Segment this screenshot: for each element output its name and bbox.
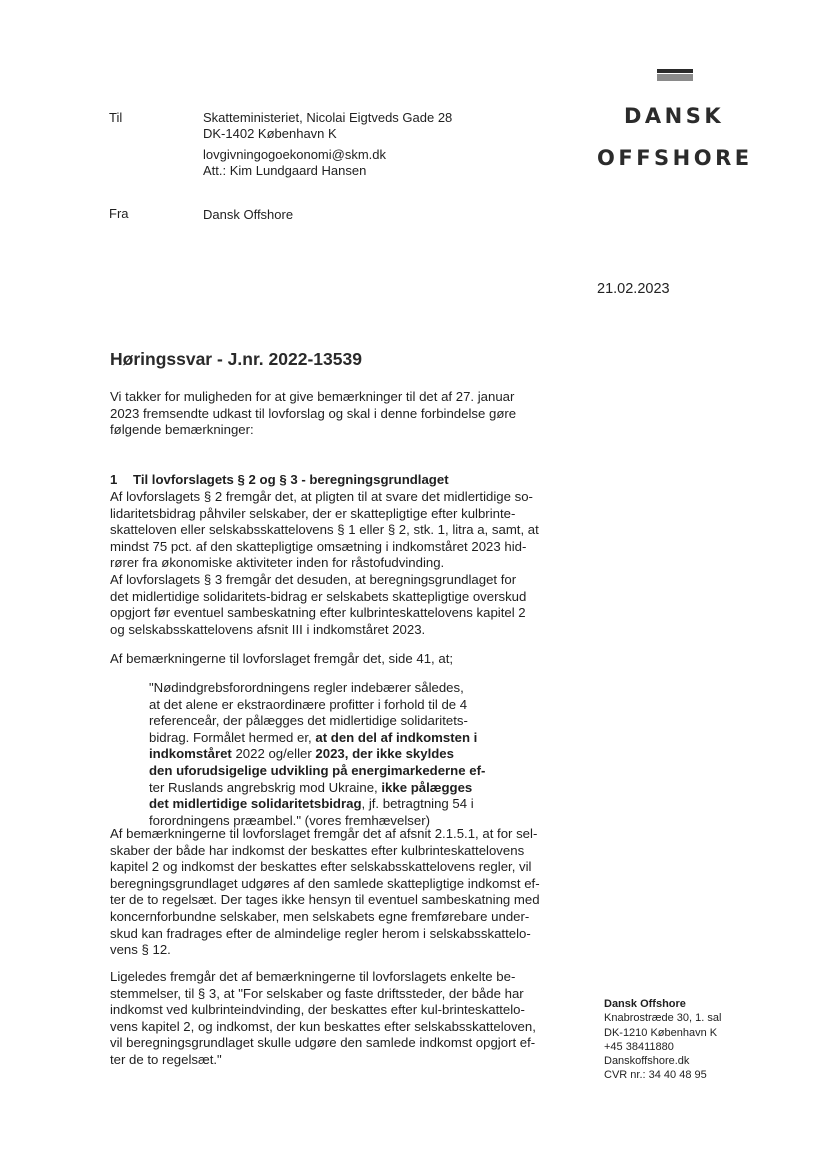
- quote-line: [149, 730, 549, 747]
- intro-paragraph: [110, 389, 560, 439]
- paragraph-3: [110, 969, 560, 1069]
- logo-text-offshore: OFFSHORE: [597, 146, 753, 170]
- text-line: koncernforbundne selskaber, men selskabets egne fremførebare under-: [110, 908, 530, 924]
- letter-date: 21.02.2023: [597, 281, 670, 297]
- text-line: Ligeledes fremgår det af bemærkningerne til lovforslagets enkelte be-: [110, 969, 516, 984]
- text-line: lidaritetsbidrag påhviler selskaber, der er skattepligtige efter kulbrinte-: [110, 505, 516, 521]
- quote-line: [149, 746, 549, 763]
- sender-website: Danskoffshore.dk: [604, 1055, 690, 1068]
- text-line: ter de to regelsæt.": [110, 1051, 222, 1067]
- text-line: kapitel 2 og indkomst der beskattes efter selskabsskattelovens regler, vil: [110, 859, 532, 875]
- text-line: skatteloven eller selskabsskattelovens § 1 eller § 2, stk. 1, litra a, samt, at: [110, 522, 539, 538]
- text-line: vens § 12.: [110, 942, 171, 958]
- quote-emphasis: det midlertidige solidaritetsbidrag: [149, 796, 362, 812]
- text-line: Af lovforslagets § 3 fremgår det desuden, at beregningsgrundlaget for: [110, 571, 517, 587]
- sender-name: Dansk Offshore: [604, 998, 686, 1010]
- citation-intro: Af bemærkningerne til lovforslaget fremgår det, side 41, at;: [110, 651, 454, 666]
- quote-emphasis: ikke pålægges: [381, 779, 473, 795]
- text-line: vil beregningsgrundlaget skulle udgøre den samlede indkomst opgjort ef-: [110, 1035, 536, 1051]
- recipient-email: lovgivningogoekonomi@skm.dk: [203, 147, 387, 162]
- from-value: Dansk Offshore: [203, 207, 294, 222]
- text-line: mindst 75 pct. af den skattepligtige omsætning i indkomståret 2023 hid-: [110, 538, 527, 554]
- document-title: Høringssvar - J.nr. 2022-13539: [110, 349, 362, 369]
- text-line: Af lovforslagets § 2 fremgår det, at pligten til at svare det midlertidige so-: [110, 489, 533, 504]
- sender-phone: +45 38411880: [604, 1040, 674, 1053]
- recipient-attention: Att.: Kim Lundgaard Hansen: [203, 163, 367, 178]
- sender-address-block: [604, 997, 804, 1083]
- text-line: Af bemærkningerne til lovforslaget fremgår det af afsnit 2.1.5.1, at for sel-: [110, 826, 538, 841]
- block-quote: [149, 680, 549, 829]
- quote-line: den uforudsigelige udvikling på energimarkederne ef-: [149, 762, 486, 778]
- quote-text: ter Ruslands angrebskrig mod Ukraine,: [149, 779, 382, 795]
- section1-body: [110, 489, 560, 638]
- recipient-address: [203, 110, 452, 142]
- section-number: 1: [110, 472, 118, 487]
- text-line: skaber der både har indkomst der beskattes efter kulbrinteskattelovens: [110, 842, 525, 858]
- text-line: opgjort før eventuel sambeskatning efter kulbrinteskattelovens kapitel 2: [110, 605, 526, 621]
- quote-emphasis: 2023, der ikke skyldes: [315, 746, 454, 762]
- text-line: følgende bemærkninger:: [110, 422, 254, 438]
- text-line: stemmelser, til § 3, at "For selskaber og faste driftssteder, der både har: [110, 985, 524, 1001]
- from-label: Fra: [109, 206, 129, 221]
- text-line: det midlertidige solidaritets-bidrag er selskabets skattepligtige overskud: [110, 588, 527, 604]
- quote-emphasis: indkomståret: [149, 746, 232, 762]
- quote-line: "Nødindgrebsforordningens regler indebærer således,: [149, 680, 464, 695]
- quote-line: [149, 796, 549, 813]
- text-line: indkomst ved kulbrinteindvinding, der beskattes efter kul-brinteskattelo-: [110, 1002, 525, 1018]
- quote-line: [149, 780, 549, 797]
- text-line: Vi takker for muligheden for at give bemærkninger til det af 27. januar: [110, 389, 515, 404]
- quote-line: referenceår, der pålægges det midlertidige solidaritets-: [149, 713, 468, 729]
- recipient-line: Skatteministeriet, Nicolai Eigtveds Gade 28: [203, 110, 453, 125]
- quote-line: at det alene er ekstraordinære profitter i forhold til de 4: [149, 696, 468, 712]
- recipient-contact: [203, 147, 386, 179]
- paragraph-2: [110, 826, 560, 959]
- logo-text-dansk: DANSK: [624, 104, 725, 128]
- quote-text: bidrag. Formålet hermed er,: [149, 729, 316, 745]
- recipient-line: DK-1402 København K: [203, 126, 337, 141]
- text-line: vens kapitel 2, og indkomst, der kun beskattes efter selskabsskatteloven,: [110, 1018, 536, 1034]
- logo-mark: [657, 69, 693, 81]
- logo-bar-bottom: [657, 74, 693, 81]
- quote-emphasis: at den del af indkomsten i: [315, 729, 478, 745]
- section-title: Til lovforslagets § 2 og § 3 - beregningsgrundlaget: [133, 472, 449, 487]
- text-line: og selskabsskattelovens afsnit III i indkomståret 2023.: [110, 621, 426, 637]
- text-line: skud kan fradrages efter de almindelige regler herom i selskabsskattelo-: [110, 925, 531, 941]
- text-line: 2023 fremsendte udkast til lovforslag og skal i denne forbindelse gøre: [110, 405, 517, 421]
- sender-cvr: CVR nr.: 34 40 48 95: [604, 1069, 707, 1082]
- quote-text: , jf. betragtning 54 i: [361, 796, 474, 812]
- text-line: ter de to regelsæt. Der tages ikke hensyn til eventuel sambeskatning med: [110, 892, 540, 908]
- text-line: rører fra økonomiske aktiviteter inden for råstofudvinding.: [110, 555, 445, 571]
- quote-line: forordningens præambel." (vores fremhævelser): [149, 812, 430, 828]
- to-label: Til: [109, 110, 123, 125]
- text-line: beregningsgrundlaget udgøres af den samlede skattepligtige indkomst ef-: [110, 875, 540, 891]
- sender-street: Knabrostræde 30, 1. sal: [604, 1012, 722, 1025]
- sender-city: DK-1210 København K: [604, 1026, 718, 1039]
- quote-text: 2022 og/eller: [231, 746, 316, 762]
- logo-bar-top: [657, 69, 693, 73]
